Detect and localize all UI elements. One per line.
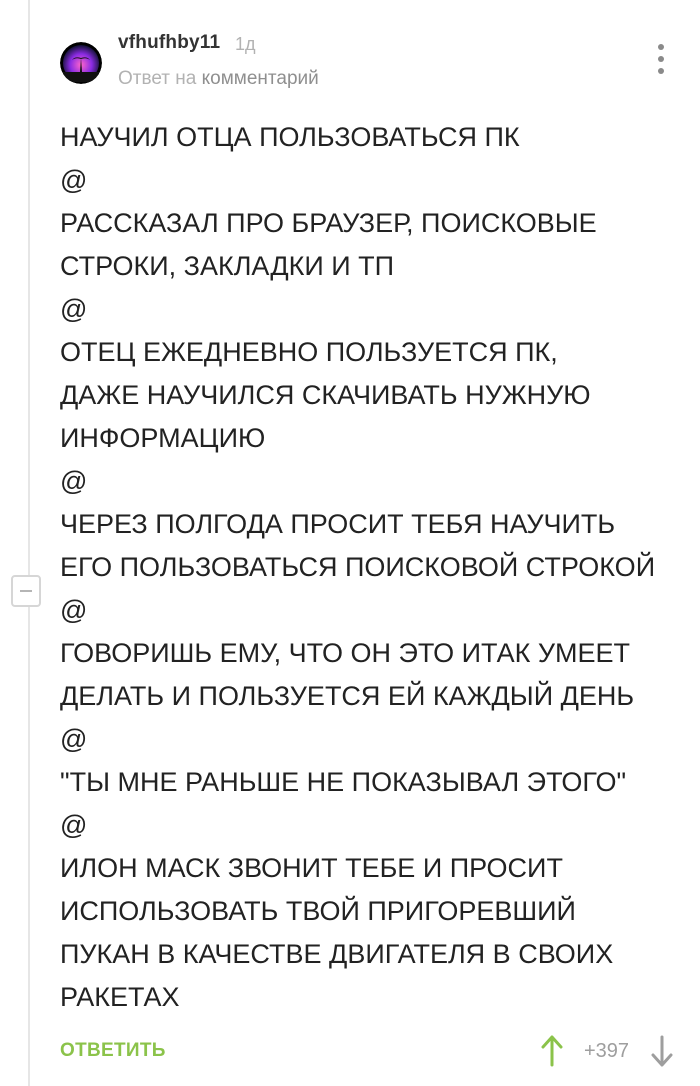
comment-line: @: [60, 595, 88, 625]
comment-line: ДАЖЕ НАУЧИЛСЯ СКАЧИВАТЬ НУЖНУЮ: [60, 380, 591, 410]
comment-author[interactable]: vfhufhby11: [118, 32, 221, 53]
comment-line: ДЕЛАТЬ И ПОЛЬЗУЕТСЯ ЕЙ КАЖДЫЙ ДЕНЬ: [60, 681, 635, 711]
comment-line: @: [60, 466, 88, 496]
arrow-up-icon[interactable]: [540, 1034, 564, 1068]
comment-line: ОТЕЦ ЕЖЕДНЕВНО ПОЛЬЗУЕТСЯ ПК,: [60, 337, 558, 367]
comment-line: "ТЫ МНЕ РАНЬШЕ НЕ ПОКАЗЫВАЛ ЭТОГО": [60, 767, 627, 797]
comment-line: РАКЕТАХ: [60, 982, 180, 1012]
comment-line: ИСПОЛЬЗОВАТЬ ТВОЙ ПРИГОРЕВШИЙ: [60, 896, 576, 926]
comment-line: ИНФОРМАЦИЮ: [60, 423, 266, 453]
comment-line: @: [60, 810, 88, 840]
collapse-thread-button[interactable]: [11, 575, 41, 607]
comment-line: ПУКАН В КАЧЕСТВЕ ДВИГАТЕЛЯ В СВОИХ: [60, 939, 614, 969]
comment-line: РАССКАЗАЛ ПРО БРАУЗЕР, ПОИСКОВЫЕ: [60, 208, 597, 238]
comment-line: НАУЧИЛ ОТЦА ПОЛЬЗОВАТЬСЯ ПК: [60, 122, 520, 152]
comment-line: ИЛОН МАСК ЗВОНИТ ТЕБЕ И ПРОСИТ: [60, 853, 563, 883]
comment-line: @: [60, 165, 88, 195]
comment-line: @: [60, 724, 88, 754]
more-vertical-icon[interactable]: [651, 42, 671, 76]
minus-icon: [20, 590, 32, 592]
comment-body: [60, 116, 680, 1019]
avatar-icon: [60, 42, 102, 84]
reply-to-prefix: Ответ на: [118, 68, 197, 89]
comment-line: СТРОКИ, ЗАКЛАДКИ И ТП: [60, 251, 395, 281]
comment-line: @: [60, 294, 88, 324]
arrow-down-icon[interactable]: [650, 1034, 674, 1068]
reply-to-link[interactable]: комментарий: [201, 68, 319, 89]
reply-button[interactable]: ОТВЕТИТЬ: [60, 1040, 166, 1061]
reply-to-line: [118, 68, 319, 90]
avatar[interactable]: [60, 42, 102, 84]
comment-score: +397: [584, 1040, 630, 1062]
comment-line: ГОВОРИШЬ ЕМУ, ЧТО ОН ЭТО ИТАК УМЕЕТ: [60, 638, 631, 668]
comment-age: 1д: [235, 34, 256, 54]
comment-line: ЕГО ПОЛЬЗОВАТЬСЯ ПОИСКОВОЙ СТРОКОЙ: [60, 552, 656, 582]
thread-line: [28, 0, 30, 1086]
comment-line: ЧЕРЕЗ ПОЛГОДА ПРОСИТ ТЕБЯ НАУЧИТЬ: [60, 509, 616, 539]
